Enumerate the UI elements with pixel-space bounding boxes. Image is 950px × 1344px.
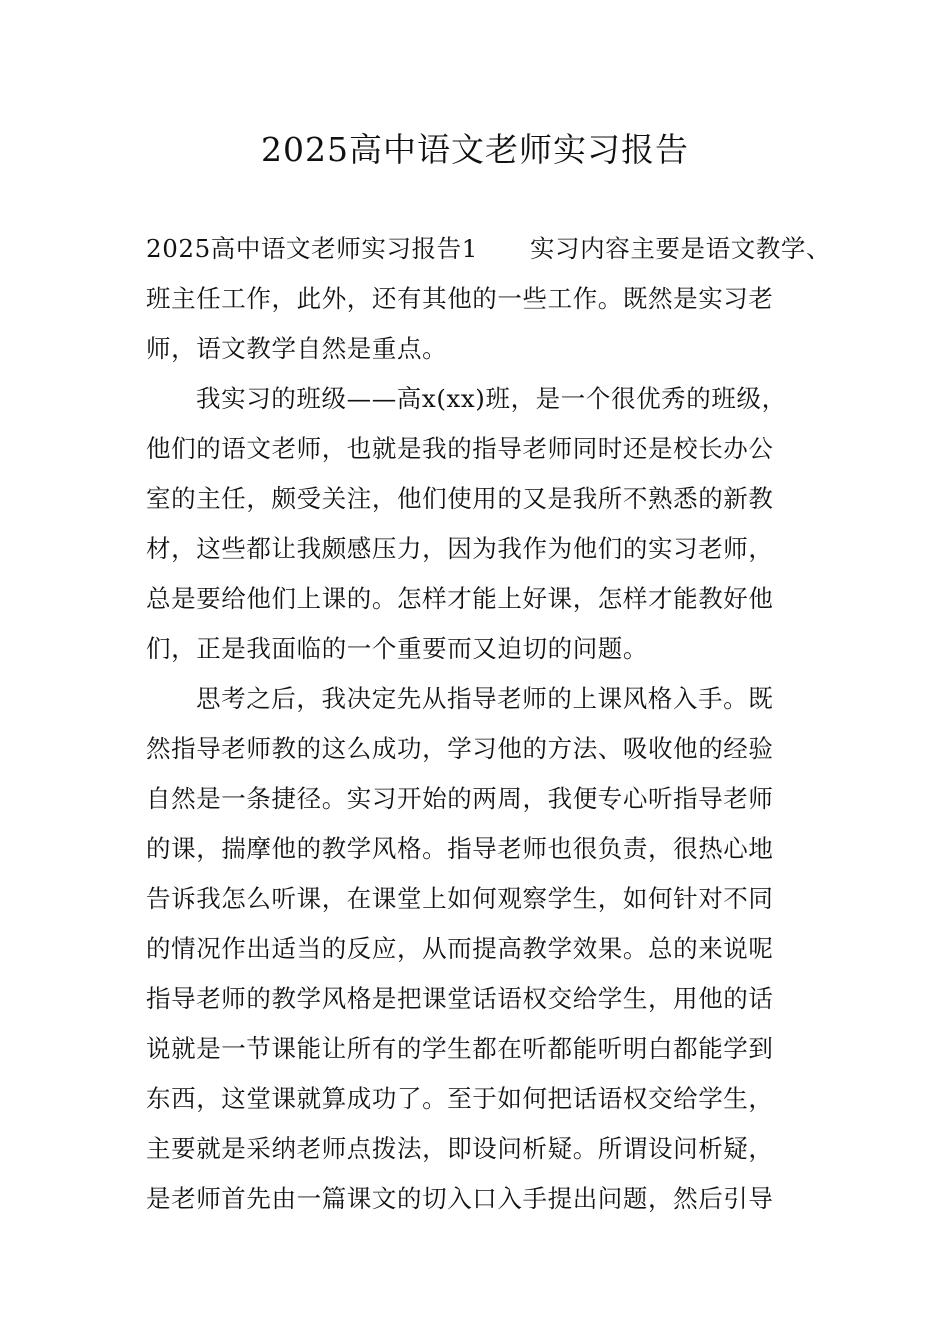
paragraph-line: 思考之后，我决定先从指导老师的上课风格入手。既 <box>196 684 774 713</box>
paragraph-line: 他们的语文老师，也就是我的指导老师同时还是校长办公 <box>146 434 774 463</box>
paragraph-line: 室的主任，颇受关注，他们使用的又是我所不熟悉的新教 <box>146 484 774 513</box>
paragraph-line: 指导老师的教学风格是把课堂话语权交给学生，用他的话 <box>146 984 774 1013</box>
paragraph-line: 班主任工作，此外，还有其他的一些工作。既然是实习老 <box>146 284 774 313</box>
paragraph-line: 师，语文教学自然是重点。 <box>146 334 448 363</box>
paragraph-line: 然指导老师教的这么成功，学习他的方法、吸收他的经验 <box>146 734 774 763</box>
paragraph-line: 自然是一条捷径。实习开始的两周，我便专心听指导老师 <box>146 784 774 813</box>
paragraph-line: 们，正是我面临的一个重要而又迫切的问题。 <box>146 634 648 663</box>
paragraph-line: 材，这些都让我颇感压力，因为我作为他们的实习老师， <box>146 534 774 563</box>
paragraph-line: 东西，这堂课就算成功了。至于如何把话语权交给学生， <box>146 1084 774 1113</box>
paragraph-line: 说就是一节课能让所有的学生都在听都能听明白都能学到 <box>146 1034 774 1063</box>
paragraph-line: 总是要给他们上课的。怎样才能上好课，怎样才能教好他 <box>146 584 774 613</box>
paragraph-line: 我实习的班级——高x(xx)班，是一个很优秀的班级， <box>196 384 787 413</box>
section-heading: 2025高中语文老师实习报告1 <box>146 234 478 263</box>
document-title: 2025高中语文老师实习报告 <box>261 130 689 169</box>
line-text: 实习内容主要是语文教学、 <box>529 234 832 263</box>
paragraph-line: 是老师首先由一篇课文的切入口入手提出问题，然后引导 <box>146 1184 774 1213</box>
paragraph-line: 告诉我怎么听课，在课堂上如何观察学生，如何针对不同 <box>146 884 774 913</box>
paragraph-line: 的情况作出适当的反应，从而提高教学效果。总的来说呢 <box>146 934 774 963</box>
paragraph-line: 的课，揣摩他的教学风格。指导老师也很负责，很热心地 <box>146 834 774 863</box>
paragraph-line <box>146 231 832 267</box>
paragraph-line: 主要就是采纳老师点拨法，即设问析疑。所谓设问析疑， <box>146 1134 774 1163</box>
